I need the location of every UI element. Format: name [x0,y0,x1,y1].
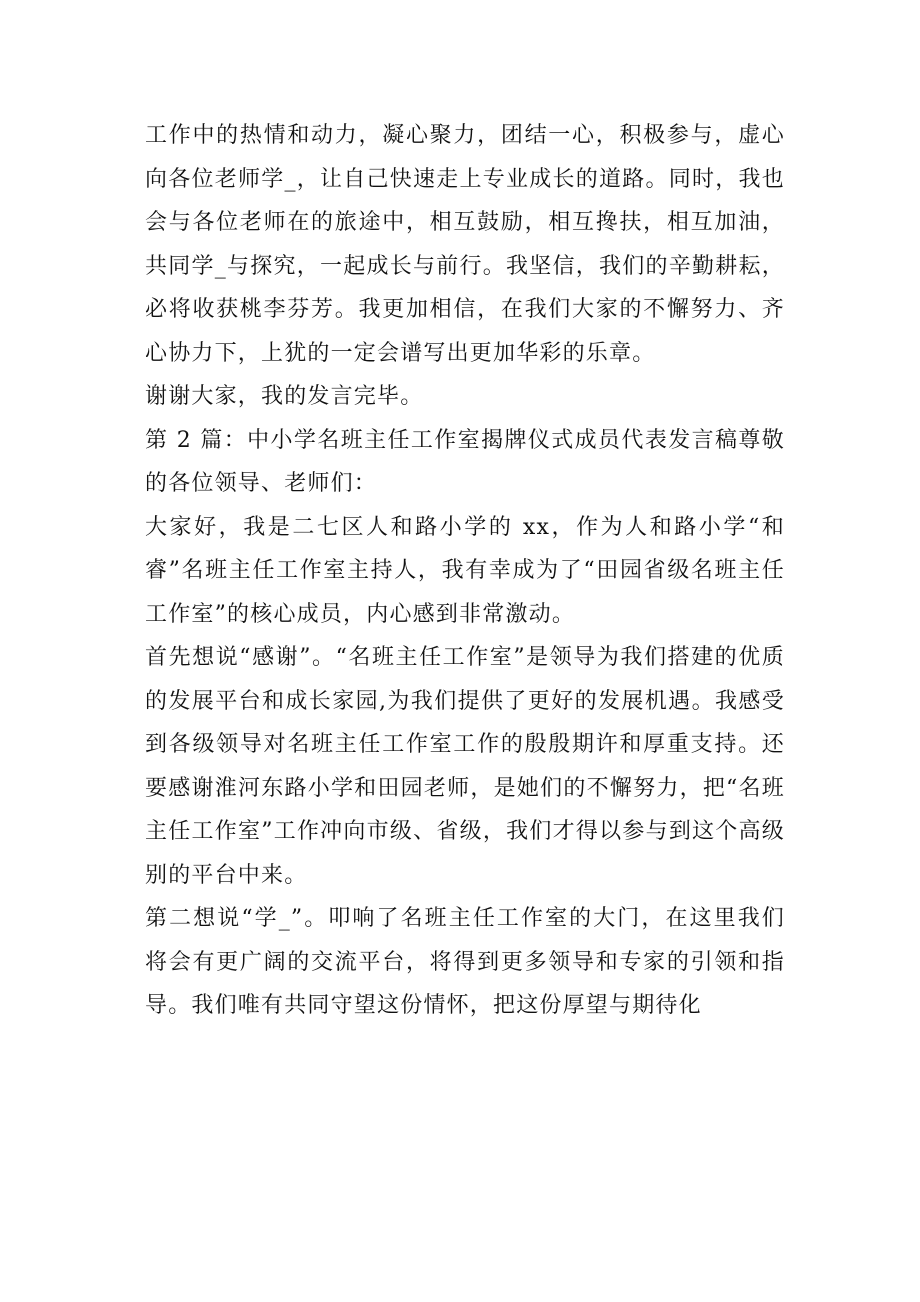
paragraph-closing-remarks: 工作中的热情和动力，凝心聚力，团结一心，积极参与，虚心向各位老师学_，让自己快速走上专业成长的道路。同时，我也会与各位老师在的旅途中，相互鼓励，相互搀扶，相互加油，共同学_与探究，一起成长与前行。我坚信，我们的辛勤耕耘，必将收获桃李芬芳。我更加相信，在我们大家的不懈努力、齐心协力下，上犹的一定会谱写出更加华彩的乐章。 [145,123,785,366]
paragraph-introduction: 大家好，我是二七区人和路小学的 xx，作为人和路小学“和睿”名班主任工作室主持人，我有幸成为了“田园省级名班主任工作室”的核心成员，内心感到非常激动。 [145,514,785,627]
paragraph-learning: 第二想说“学_”。叩响了名班主任工作室的大门，在这里我们将会有更广阔的交流平台，将得到更多领导和专家的引领和指导。我们唯有共同守望这份情怀，把这份厚望与期待化 [145,906,785,1018]
paragraph-thanks: 谢谢大家，我的发言完毕。 [145,384,424,409]
paragraph-gratitude: 首先想说“感谢”。“名班主任工作室”是领导为我们搭建的优质的发展平台和成长家园,为我们提供了更好的发展机遇。我感受到各级领导对名班主任工作室工作的殷殷期许和厚重支持。还要感谢淮河东路小学和田园老师，是她们的不懈努力，把“名班主任工作室”工作冲向市级、省级，我们才得以参与到这个高级别的平台中来。 [145,645,785,888]
document-body [145,114,785,1028]
paragraph-section-heading: 第 2 篇：中小学名班主任工作室揭牌仪式成员代表发言稿尊敬的各位领导、老师们： [145,427,785,496]
